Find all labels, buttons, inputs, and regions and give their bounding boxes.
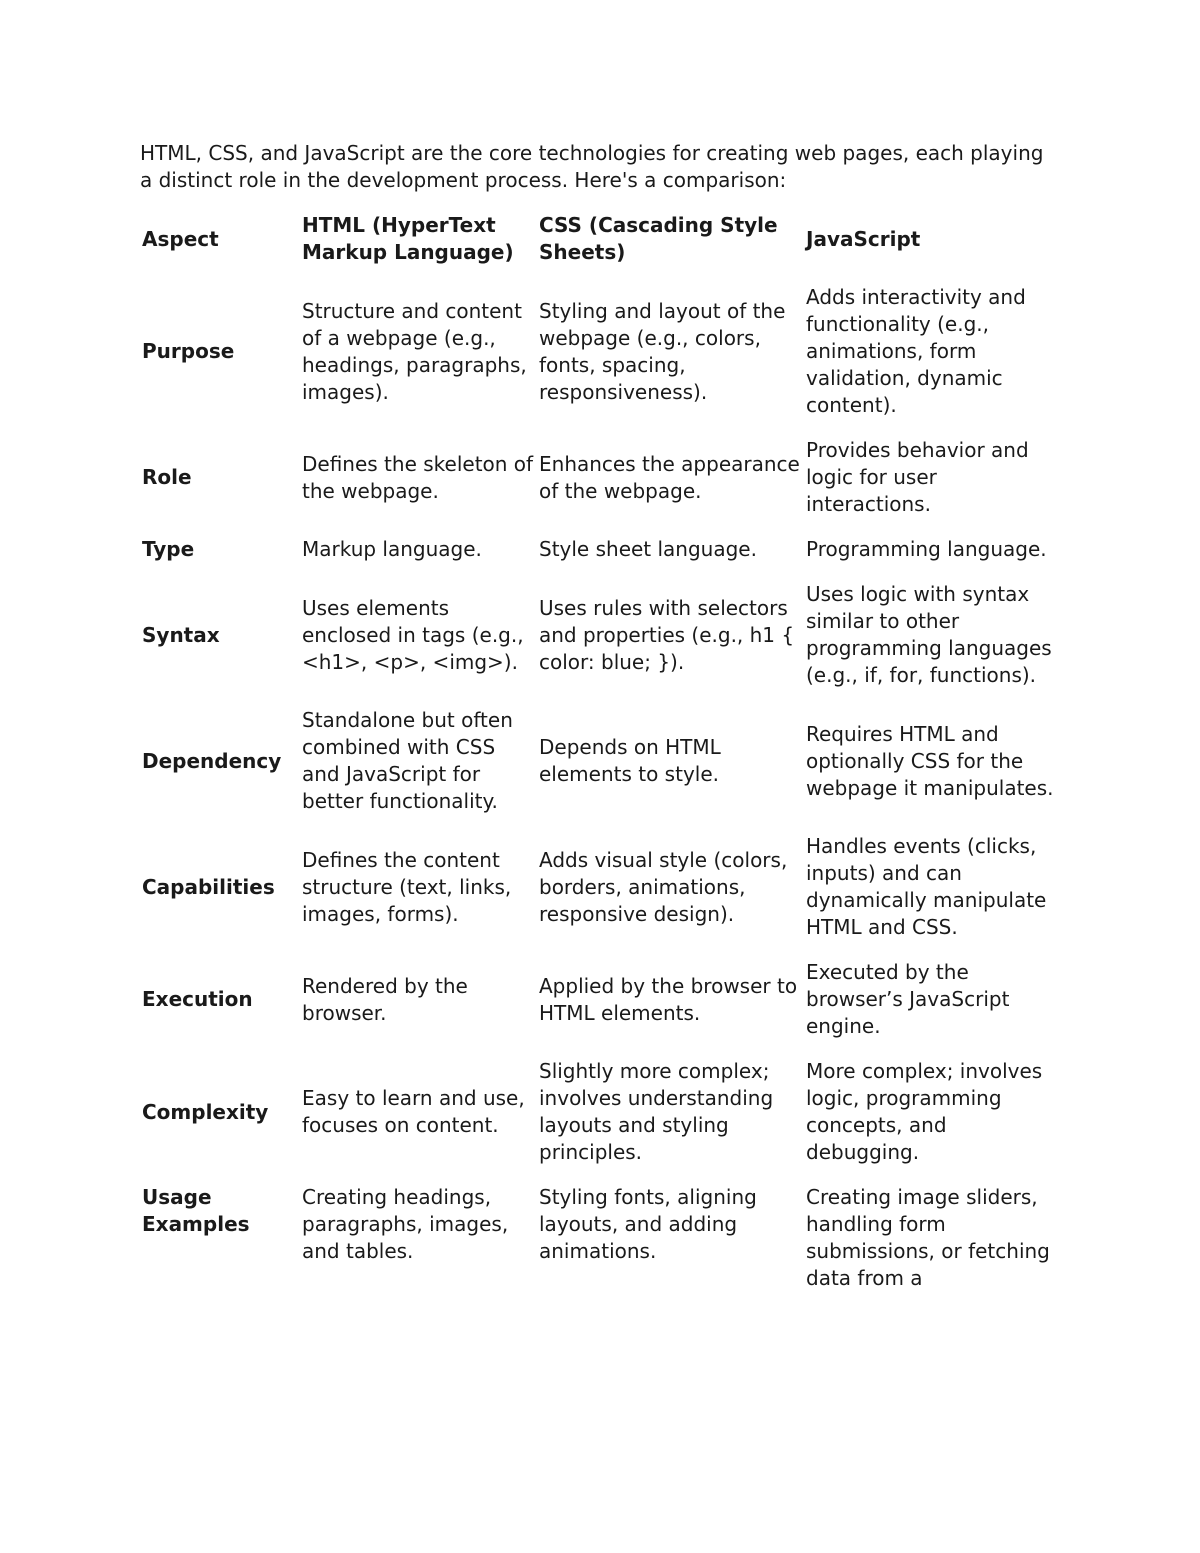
aspect-cell: Complexity — [142, 1099, 269, 1124]
header-javascript: JavaScript — [806, 226, 921, 251]
css-cell: Depends on HTML elements to style. — [539, 735, 721, 786]
table-header-row — [140, 212, 1060, 284]
javascript-cell: More complex; involves logic, programming concepts, and debugging. — [806, 1059, 1043, 1164]
css-cell: Style sheet language. — [539, 537, 757, 561]
html-cell: Standalone but often combined with CSS and JavaScript for better functionality. — [302, 708, 513, 813]
header-css: CSS (Cascading Style Sheets) — [539, 213, 778, 264]
html-cell: Structure and content of a webpage (e.g., headings, paragraphs, images). — [302, 298, 527, 404]
javascript-cell: Adds interactivity and functionality (e.g., animations, form validation, dynamic content). — [806, 285, 1026, 417]
aspect-cell: Usage Examples — [142, 1185, 250, 1236]
table-row — [140, 1058, 1060, 1184]
css-cell: Adds visual style (colors, borders, animations, responsive design). — [539, 847, 788, 926]
aspect-cell: Execution — [142, 987, 253, 1011]
table-row — [140, 959, 1060, 1058]
aspect-cell: Syntax — [142, 622, 220, 647]
intro-paragraph: HTML, CSS, and JavaScript are the core technologies for creating web pages, each playing a distinct role in the development process. Here's a comparison: — [140, 141, 1044, 192]
aspect-cell: Purpose — [142, 339, 235, 363]
html-cell: Easy to learn and use, focuses on content. — [302, 1086, 525, 1137]
javascript-cell: Executed by the browser’s JavaScript engine. — [806, 960, 1010, 1038]
css-cell: Enhances the appearance of the webpage. — [539, 451, 800, 503]
aspect-cell: Role — [142, 465, 192, 489]
css-cell: Uses rules with selectors and properties (e.g., h1 { color: blue; }). — [539, 595, 795, 674]
css-cell: Slightly more complex; involves understanding layouts and styling principles. — [539, 1059, 774, 1164]
header-html: HTML (HyperText Markup Language) — [302, 213, 514, 264]
html-cell: Defines the skeleton of the webpage. — [302, 451, 534, 503]
aspect-cell: Dependency — [142, 748, 282, 773]
table-row — [140, 581, 1060, 707]
css-cell: Styling and layout of the webpage (e.g., colors, fonts, spacing, responsiveness). — [539, 298, 786, 404]
header-aspect: Aspect — [142, 226, 219, 251]
javascript-cell: Provides behavior and logic for user interactions. — [806, 438, 1029, 516]
table-row — [140, 437, 1060, 536]
css-cell: Styling fonts, aligning layouts, and adding animations. — [539, 1185, 757, 1263]
javascript-cell: Handles events (clicks, inputs) and can dynamically manipulate HTML and CSS. — [806, 834, 1047, 939]
table-row — [140, 707, 1060, 833]
html-cell: Creating headings, paragraphs, images, and tables. — [302, 1185, 509, 1263]
javascript-cell: Creating image sliders, handling form submissions, or fetching data from a — [806, 1185, 1050, 1290]
table-row — [140, 536, 1060, 581]
html-cell: Rendered by the browser. — [302, 973, 468, 1025]
css-cell: Applied by the browser to HTML elements. — [539, 973, 798, 1025]
table-row — [140, 284, 1060, 437]
javascript-cell: Requires HTML and optionally CSS for the webpage it manipulates. — [806, 721, 1054, 800]
table-row — [140, 833, 1060, 959]
document-page — [140, 140, 1070, 1310]
html-cell: Uses elements enclosed in tags (e.g., <h1>, <p>, <img>). — [302, 595, 524, 674]
table-row — [140, 1184, 1060, 1310]
javascript-cell: Programming language. — [806, 537, 1047, 561]
aspect-cell: Capabilities — [142, 874, 275, 899]
aspect-cell: Type — [142, 537, 195, 561]
html-cell: Defines the content structure (text, links, images, forms). — [302, 847, 512, 926]
html-cell: Markup language. — [302, 537, 482, 561]
comparison-table — [140, 212, 1060, 1310]
javascript-cell: Uses logic with syntax similar to other programming languages (e.g., if, for, functions). — [806, 582, 1052, 687]
